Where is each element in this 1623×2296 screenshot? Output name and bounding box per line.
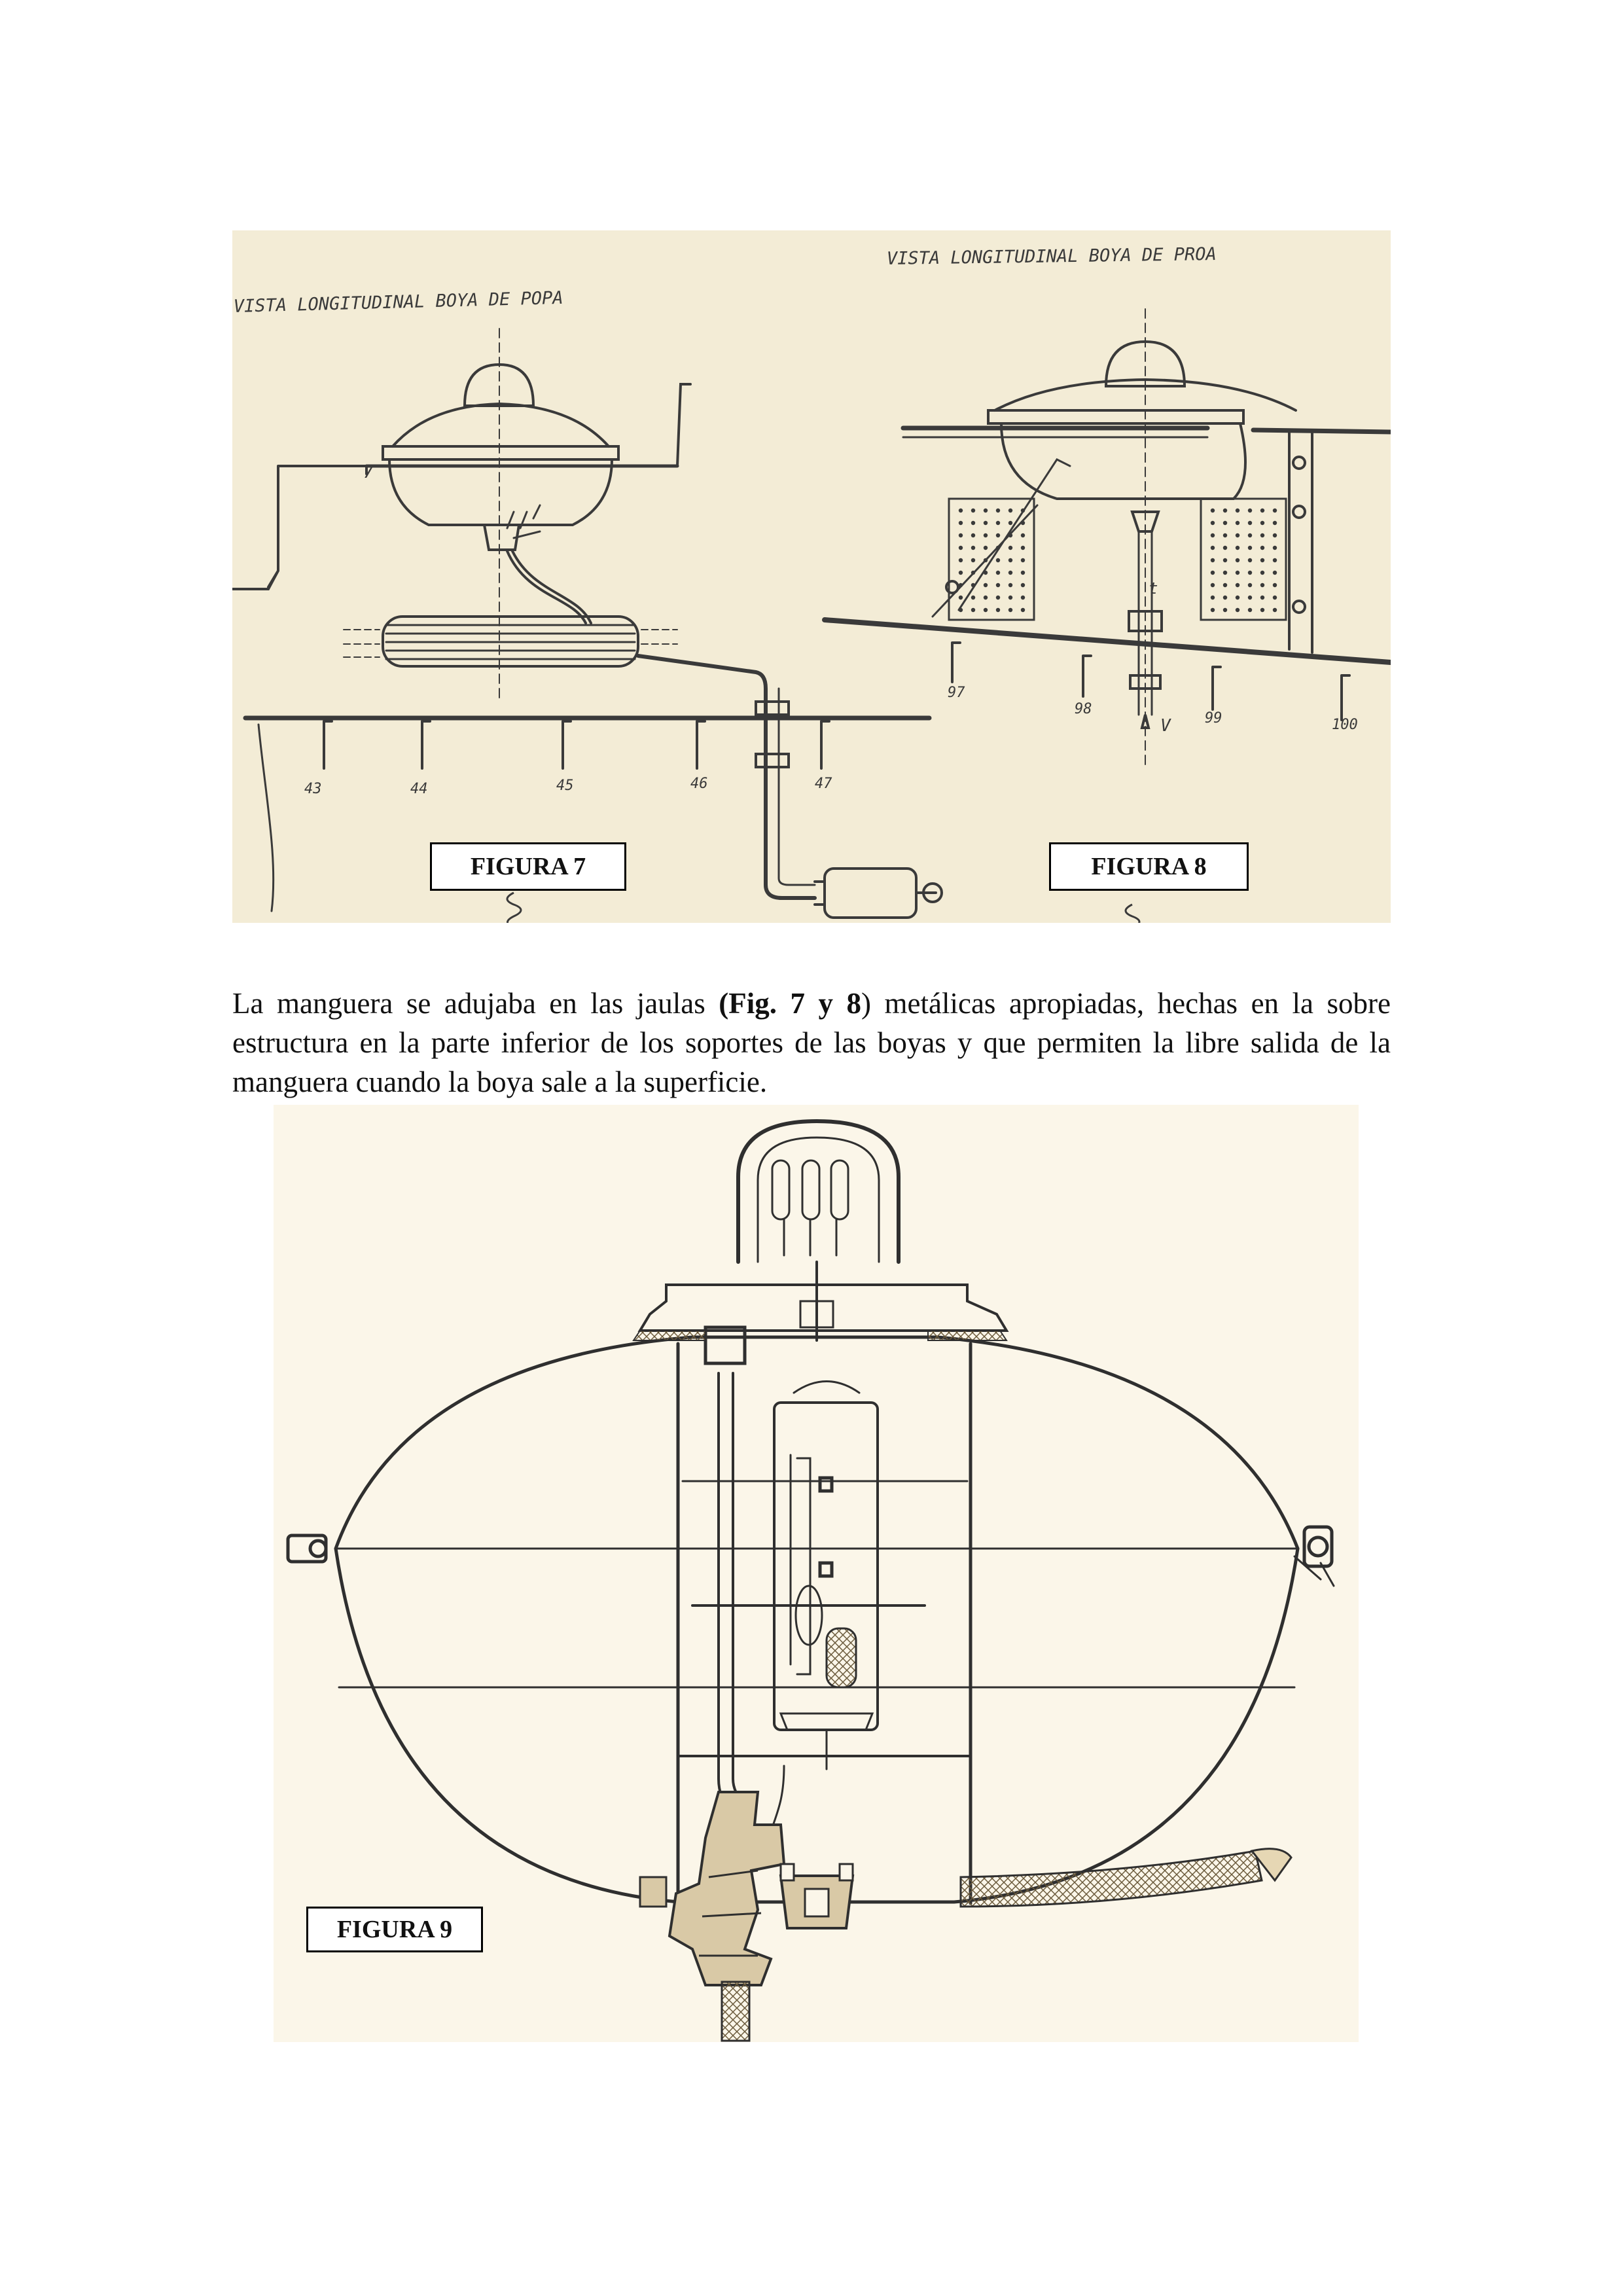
frame-label-97: 97 <box>948 685 965 701</box>
frame-label-47: 47 <box>815 776 832 792</box>
paragraph-figure-reference: (Fig. 7 y 8 <box>719 987 862 1020</box>
frame-label-43: 43 <box>304 781 322 797</box>
battery-elements <box>827 1628 856 1687</box>
fig8-part-label-v: V <box>1160 716 1171 736</box>
figure-7-caption: FIGURA 7 <box>430 842 626 891</box>
figure-7-8-drawing <box>232 230 1391 923</box>
hose-pipe <box>705 1327 745 1812</box>
fig8-part-label-t: t <box>1149 579 1158 598</box>
fig7-part-label: 7 <box>363 463 374 482</box>
figure-9-caption: FIGURA 9 <box>306 1907 483 1952</box>
figure-9-drawing <box>274 1105 1359 2042</box>
frame-label-99: 99 <box>1205 710 1222 726</box>
buoy-hull <box>336 1337 1298 1902</box>
figure-8-caption: FIGURA 8 <box>1049 842 1249 891</box>
buoy-sketch <box>232 230 1391 923</box>
hose-coupling <box>669 1792 784 2041</box>
bottom-valve <box>781 1864 853 1928</box>
fig8-handwritten-title: VISTA LONGITUDINAL BOYA DE PROA <box>886 243 1217 269</box>
paragraph-text-start: La manguera se adujaba en las jaulas <box>232 987 719 1020</box>
frame-label-46: 46 <box>690 776 708 792</box>
side-lug-left <box>288 1535 326 1562</box>
side-lug-right <box>1294 1527 1334 1586</box>
paragraph-text-end: ) metálicas apropiadas, hechas en la sobre estructura en la parte inferior de los soportes de las boyas y que permiten la libre salida de la manguera cuando la boya sale a la superficie. <box>232 987 1391 1098</box>
body-paragraph <box>232 984 1391 1102</box>
deck-line-8 <box>825 620 1391 662</box>
frames-7 <box>324 721 829 768</box>
tank-fig7 <box>815 869 942 918</box>
frame-label-44: 44 <box>410 781 428 797</box>
lamp-dome <box>640 1121 1007 1331</box>
hose-coil-fig7 <box>344 617 677 666</box>
buoy-cross-section <box>274 1105 1359 2042</box>
buoy-fig7 <box>383 329 618 702</box>
fig7-handwritten-title: VISTA LONGITUDINAL BOYA DE POPA <box>233 287 563 317</box>
frame-label-45: 45 <box>556 778 574 794</box>
cage-perforations <box>959 509 1277 612</box>
frame-label-98: 98 <box>1075 701 1092 717</box>
frame-label-100: 100 <box>1332 717 1358 733</box>
